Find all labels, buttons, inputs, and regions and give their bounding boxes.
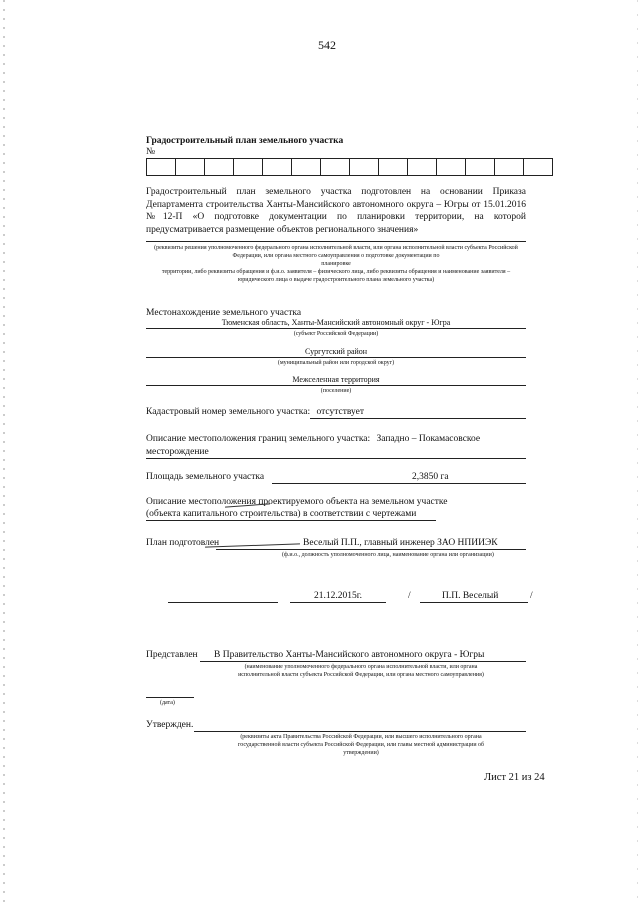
- presented-caption-line-1: (наименование уполномоченного федерального органа исполнительной власти, или органа: [244, 664, 478, 670]
- date-line: [290, 602, 386, 603]
- presented-line: [200, 661, 526, 662]
- scan-edge-right: [637, 0, 638, 905]
- signature-stroke: [205, 543, 300, 547]
- number-cell: [466, 159, 495, 176]
- region-caption: (субъект Российской Федерации): [293, 331, 379, 337]
- signature-line: [168, 602, 278, 603]
- object-line: [146, 520, 436, 521]
- location-label: Местонахождение земельного участка: [146, 308, 302, 318]
- basis-paragraph: Градостроительный план земельного участка подготовлен на основании Приказа Департамента строительства Ханты-Мансийского автономного округа – Югры от 15.01.2016 №12-П «О подготовке документации по планировки территории, на которой предусматривается размещение объектов регионального значения»: [146, 187, 526, 235]
- number-cell: [350, 159, 379, 176]
- area-label: Площадь земельного участка: [146, 472, 265, 482]
- date-caption: (дата): [160, 700, 175, 706]
- cadastral-line: [310, 418, 526, 419]
- area-value: 2,3850 га: [412, 472, 449, 482]
- number-cell: [495, 159, 524, 176]
- district-caption: (муниципальный район или городской округ): [277, 360, 395, 366]
- signer-line: [420, 602, 528, 603]
- cadastral-value: отсутствует: [316, 407, 365, 417]
- district-line: [146, 357, 526, 358]
- cadastral-label: Кадастровый номер земельного участка:: [146, 407, 311, 417]
- object-description-1: Описание местоположения проектируемого объекта на земельном участке: [146, 497, 448, 507]
- basis-caption-line-3: территории, либо реквизиты обращения и ф.и.о. заявителя – физического лица, либо реквизиты обращения и наименование заявителя – юридического лица о выдаче градостроительного плана земельного участка): [161, 269, 511, 283]
- page-number: 542: [318, 38, 336, 52]
- boundary-value-2: месторождение: [146, 447, 209, 457]
- number-cell: [205, 159, 234, 176]
- number-cell: [176, 159, 205, 176]
- number-cell: [408, 159, 437, 176]
- presented-caption: [196, 663, 526, 679]
- region-line: [146, 328, 526, 329]
- date-blank-line: [146, 697, 194, 698]
- object-description-2: (объекта капитального строительства) в соответствии с чертежами: [146, 509, 417, 519]
- number-cell: [321, 159, 350, 176]
- district-value: Сургутский район: [304, 347, 368, 356]
- number-cell: [292, 159, 321, 176]
- number-cell: [524, 159, 553, 176]
- region-value: Тюменская область, Ханты-Мансийский автономный округ - Югра: [221, 318, 451, 327]
- settlement-caption: (поселение): [320, 388, 352, 394]
- basis-caption: [146, 244, 526, 284]
- settlement-line: [146, 385, 526, 386]
- signer-value: П.П. Веселый: [442, 591, 499, 601]
- number-cell: [263, 159, 292, 176]
- prepared-value: Веселый П.П., главный инженер ЗАО НПИИЭК: [303, 538, 498, 548]
- number-cell: [379, 159, 408, 176]
- approved-label: Утвержден.: [146, 720, 194, 730]
- document-title: Градостроительный план земельного участка: [146, 136, 344, 146]
- boundary-line: [146, 458, 526, 459]
- slash-1: /: [408, 591, 411, 601]
- presented-label: Представлен: [146, 650, 198, 660]
- approved-caption-line-2: государственной власти субъекта Российской Федерации, или главы местной администрации об: [237, 742, 485, 748]
- cadastral-row: [146, 407, 364, 417]
- approved-caption: [196, 733, 526, 757]
- sheet-counter: Лист 21 из 24: [484, 772, 545, 783]
- number-cell: [147, 159, 176, 176]
- boundary-value: Западно – Покамасовское: [376, 434, 481, 444]
- prepared-line: [216, 549, 526, 550]
- number-cell: [234, 159, 263, 176]
- boundary-label: Описание местоположения границ земельного участка:: [146, 434, 371, 444]
- number-cell: [437, 159, 466, 176]
- slash-2: /: [530, 591, 533, 601]
- divider: [146, 241, 526, 242]
- number-label: №: [146, 147, 156, 157]
- basis-caption-line-1: (реквизиты решения уполномоченного федерального органа исполнительной власти, или органа исполнительной власти субъекта Российской Федерации, или органа местного самоуправления о подготовке документации по: [154, 245, 518, 259]
- date-value: 21.12.2015г.: [314, 591, 362, 601]
- boundary-row: [146, 434, 480, 444]
- prepared-caption: (ф.и.о., должность уполномоченного лица, наименование органа или организации): [282, 552, 494, 558]
- approved-caption-line-1: (реквизиты акта Правительства Российской Федерации, или высшего исполнительного органа: [240, 734, 482, 740]
- basis-caption-line-2: планировке: [321, 261, 351, 267]
- plan-number-grid: [146, 158, 553, 176]
- scan-edge-left: [3, 0, 5, 905]
- approved-line: [194, 731, 526, 732]
- approved-caption-line-3: утверждении): [343, 750, 379, 756]
- presented-caption-line-2: исполнительной власти субъекта Российской Федерации, или органа местного самоуправления): [238, 672, 484, 678]
- area-line: [272, 483, 526, 484]
- settlement-value: Межселенная территория: [292, 375, 380, 384]
- presented-value: В Правительство Ханты-Мансийского автономного округа - Югры: [214, 650, 485, 660]
- prepared-label: План подготовлен: [146, 538, 220, 548]
